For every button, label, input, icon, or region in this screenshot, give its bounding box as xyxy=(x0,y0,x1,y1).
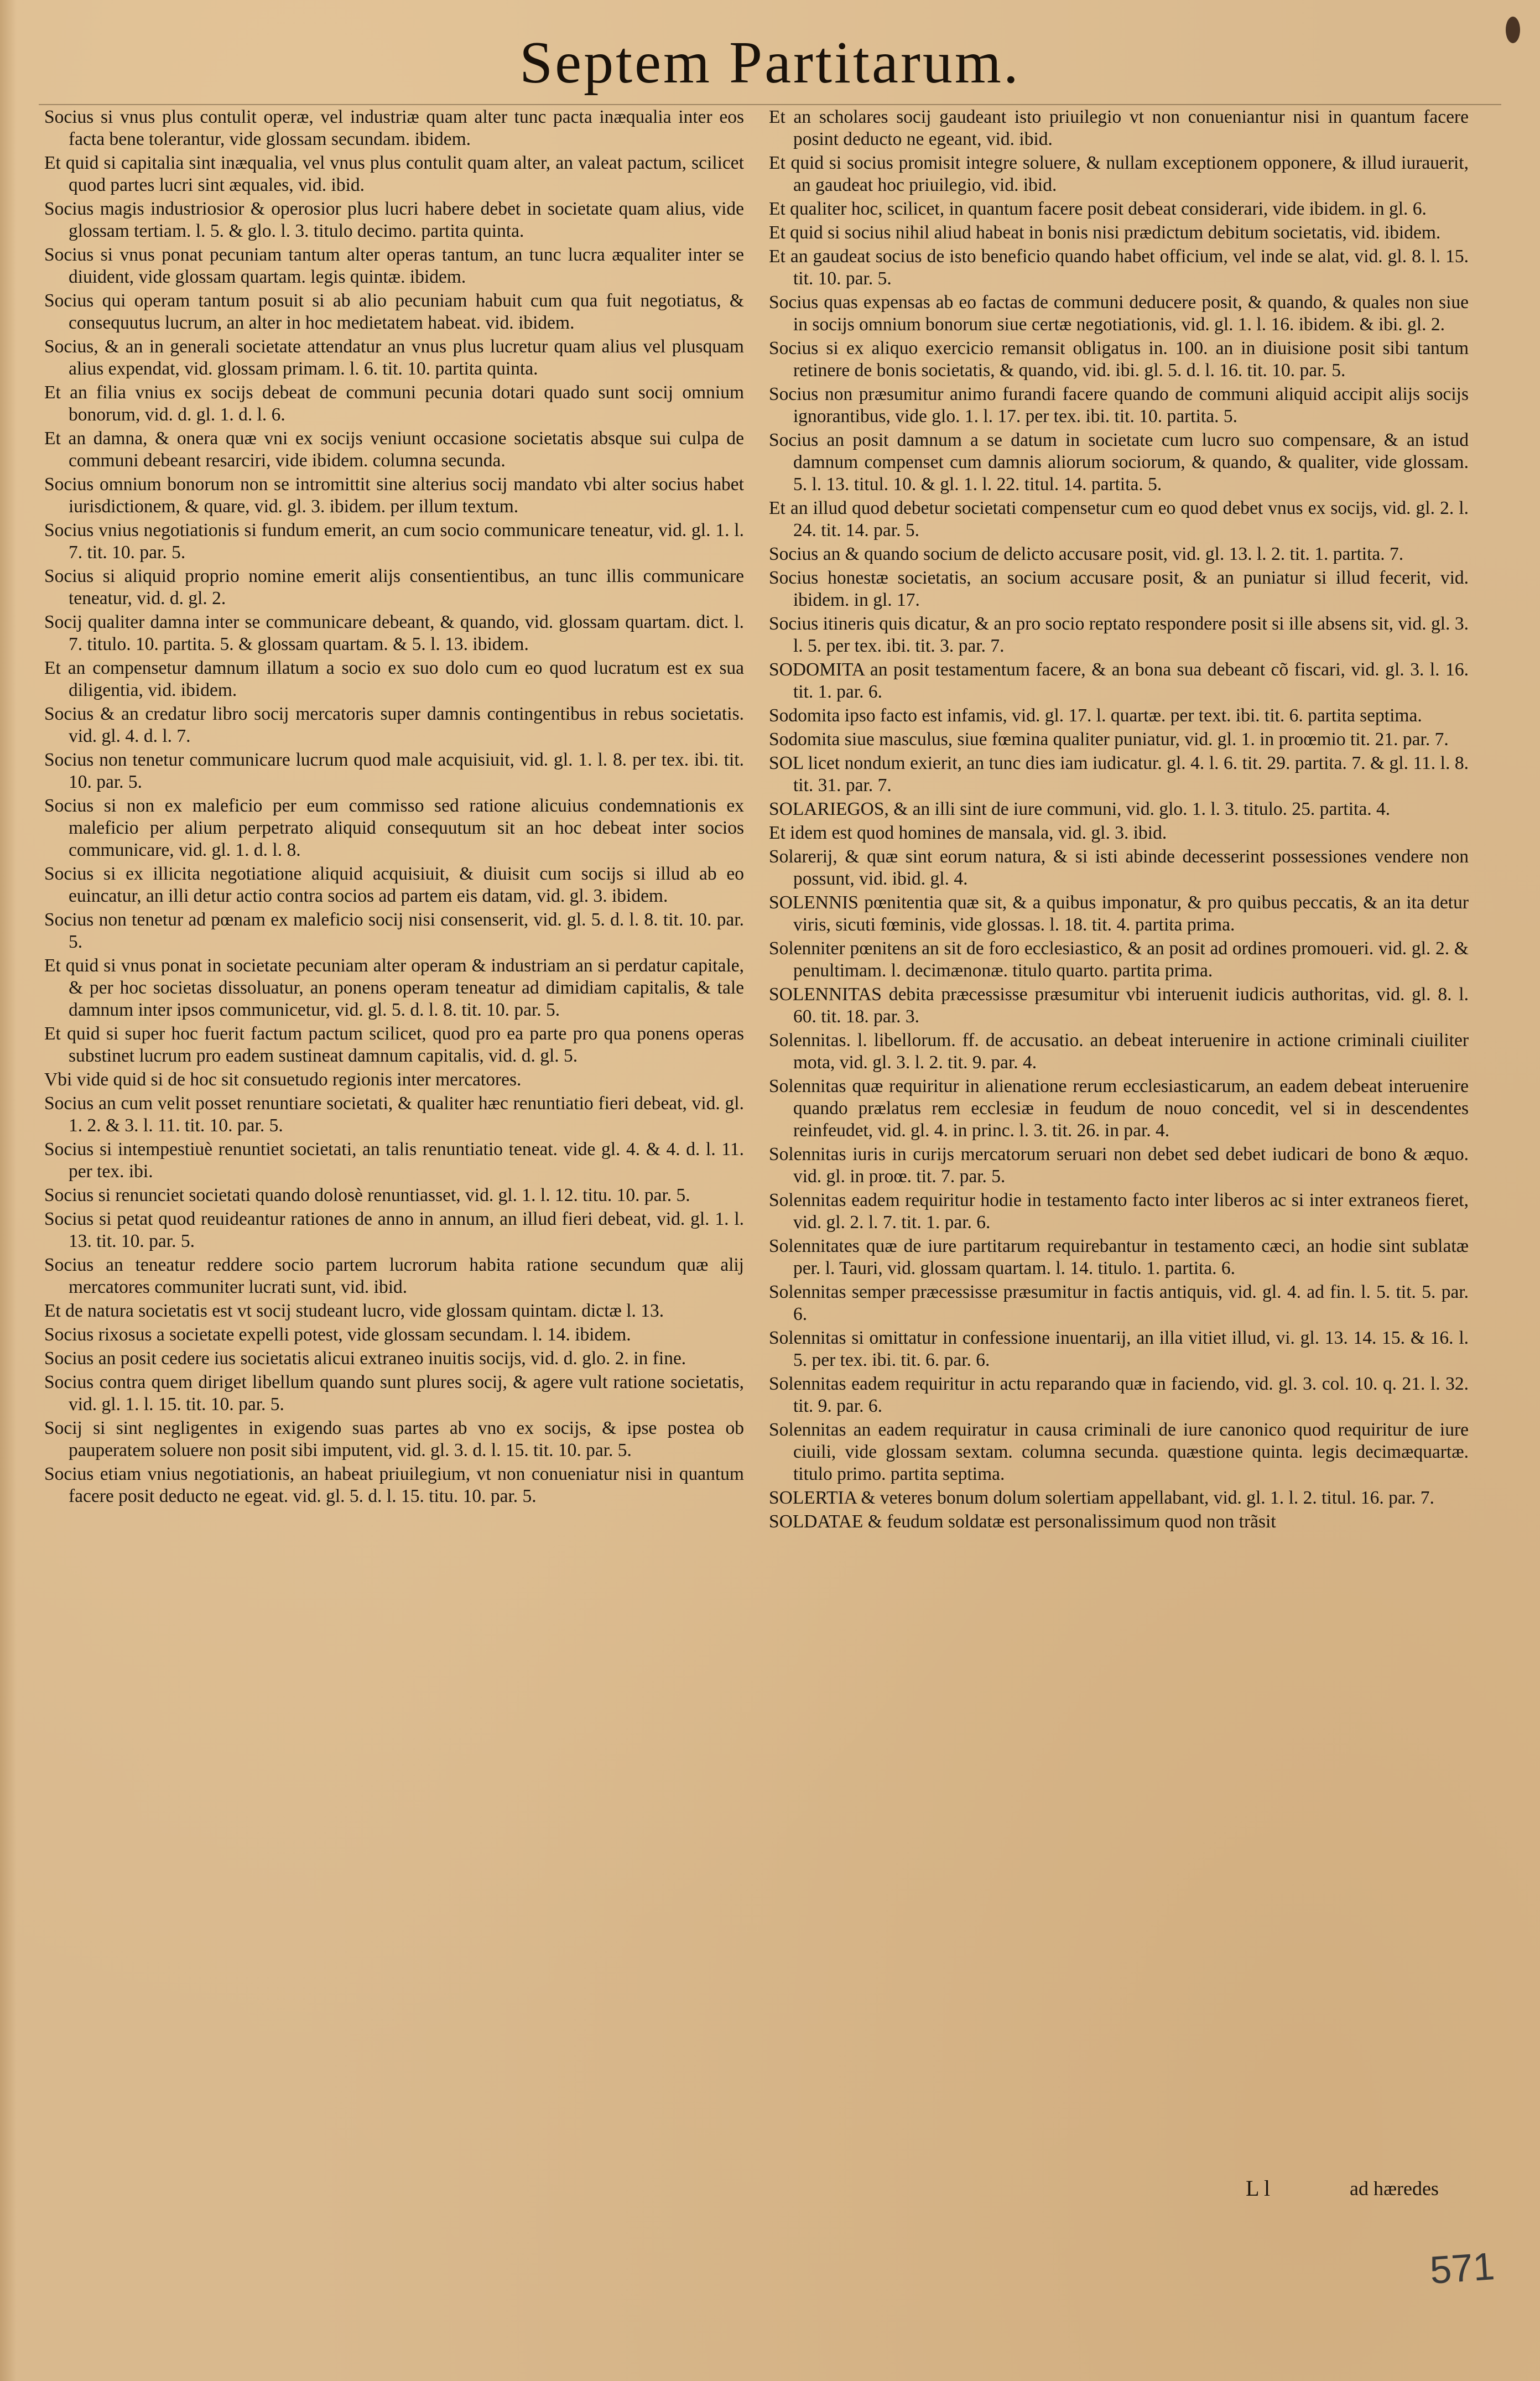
index-entry: Socius itineris quis dicatur, & an pro socio reptato respondere posit si ille absens sit, vid. gl. 3. l. 5. per tex. ibi. tit. 3. par. 7. xyxy=(769,614,1469,656)
folio-number: 571 xyxy=(1428,2244,1496,2292)
index-entry: Socius an cum velit posset renuntiare societati, & qualiter hæc renuntiatio fieri debeat, vid. gl. 1. 2. & 3. l. 11. tit. 10. par. 5. xyxy=(44,1093,744,1136)
index-entry: Et an illud quod debetur societati compensetur cum eo quod debet vnus ex socijs, vid. gl. 2. l. 24. tit. 14. par. 5. xyxy=(769,498,1469,540)
index-entry: Et qualiter hoc, scilicet, in quantum facere posit debeat considerari, vide ibidem. in gl. 6. xyxy=(769,199,1427,219)
index-entry: Et quid si socius nihil aliud habeat in bonis nisi prædictum debitum societatis, vid. ibidem. xyxy=(769,222,1441,243)
catchword: ad hæredes xyxy=(1350,2177,1439,2200)
index-entry: Socius contra quem diriget libellum quando sunt plures socij, & agere vult ratione societatis, vid. gl. 1. l. 15. tit. 10. par. 5. xyxy=(44,1372,744,1415)
index-entry: Socius an posit damnum a se datum in societate cum lucro suo compensare, & an istud damnum compenset cum damnis aliorum sociorum, & quando, & qualiter, vide glossam. 5. l. 13. titul. 10. & gl. 1. l. 22. titul. 14. partita. 5. xyxy=(769,430,1469,495)
index-entry: Socius si ex illicita negotiatione aliquid acquisiuit, & diuisit cum socijs si illud ab eo euincatur, an illi detur actio contra socios ad partem eis datam, vid. gl. 3. ibidem. xyxy=(44,864,744,906)
index-entry: Socius si aliquid proprio nomine emerit alijs consentientibus, an tunc illis communicare teneatur, vid. d. gl. 2. xyxy=(44,566,744,609)
index-entry: Sodomita siue masculus, siue fœmina qualiter puniatur, vid. gl. 1. in proœmio tit. 21. par. 7. xyxy=(769,729,1449,750)
index-entry: Solennitas an eadem requiratur in causa criminali de iure canonico quod requiritur de iure ciuili, vide glossam sextam. columna secunda. quæstione quinta. legis decimæquartæ. titulo primo. partita septima. xyxy=(769,1420,1469,1484)
index-entry: Socius si vnus ponat pecuniam tantum alter operas tantum, an tunc lucra æqualiter inter se diuident, vide glossam quartam. legis quintæ. ibidem. xyxy=(44,245,744,287)
index-entry: Socius si intempestiuè renuntiet societati, an talis renuntiatio teneat. vide gl. 4. & 4. d. l. 11. per tex. ibi. xyxy=(44,1139,744,1182)
page-title: Septem Partitarum. xyxy=(519,30,1021,96)
index-entry: Socius an & quando socium de delicto accusare posit, vid. gl. 13. l. 2. tit. 1. partita. 7. xyxy=(769,544,1404,564)
index-entry: Socius qui operam tantum posuit si ab alio pecuniam habuit cum qua fuit negotiatus, & consequutus lucrum, an alter in hoc medietatem habeat. vid. ibidem. xyxy=(44,290,744,333)
index-entry: Et quid si vnus ponat in societate pecuniam alter operam & industriam an si perdatur capitale, & per hoc societas dissoluatur, an ponens operam teneatur ad dimidiam capitalis, & tale damnum inter ipsos communicetur, vid. gl. 5. d. l. 8. tit. 10. par. 5. xyxy=(44,955,744,1020)
index-entry: Socius si renunciet societati quando dolosè renuntiasset, vid. gl. 1. l. 12. titu. 10. par. 5. xyxy=(44,1185,690,1205)
index-entry: SOLERTIA & veteres bonum dolum solertiam appellabant, vid. gl. 1. l. 2. titul. 16. par. 7. xyxy=(769,1488,1434,1508)
index-entry: Socij si sint negligentes in exigendo suas partes ab vno ex socijs, & ipse postea ob pauperatem soluere non posit sibi imputent, vid. gl. 3. d. l. 15. tit. 10. par. 5. xyxy=(44,1418,744,1460)
index-entry: Et de natura societatis est vt socij studeant lucro, vide glossam quintam. dictæ l. 13. xyxy=(44,1301,664,1321)
index-entry: Socius rixosus a societate expelli potest, vide glossam secundam. l. 14. ibidem. xyxy=(44,1324,631,1345)
index-entry: Socius & an credatur libro socij mercatoris super damnis contingentibus in rebus societatis. vid. gl. 4. d. l. 7. xyxy=(44,704,744,746)
index-entry: Et an scholares socij gaudeant isto priuilegio vt non conueniantur nisi in quantum facere posint deducto ne egeant, vid. ibid. xyxy=(769,107,1469,149)
index-entry: SOLENNIS pœnitentia quæ sit, & a quibus imponatur, & pro quibus peccatis, & an ita detur viris, sicuti fœminis, vide glossas. l. 18. tit. 4. partita prima. xyxy=(769,892,1469,935)
index-entry: SODOMITA an posit testamentum facere, & an bona sua debeant cõ fiscari, vid. gl. 3. l. 16. tit. 1. par. 6. xyxy=(769,659,1469,702)
index-entry: Socius si petat quod reuideantur rationes de anno in annum, an illud fieri debeat, vid. gl. 1. l. 13. tit. 10. par. 5. xyxy=(44,1209,744,1251)
index-entry: Socius vnius negotiationis si fundum emerit, an cum socio communicare teneatur, vid. gl. 1. l. 7. tit. 10. par. 5. xyxy=(44,520,744,563)
index-entry: Solennitas semper præcessisse præsumitur in factis antiquis, vid. gl. 4. ad fin. l. 5. tit. 5. par. 6. xyxy=(769,1282,1469,1324)
index-entry: Socij qualiter damna inter se communicare debeant, & quando, vid. glossam quartam. dict. l. 7. titulo. 10. partita. 5. & glossam quartam. & 5. l. 13. ibidem. xyxy=(44,612,744,654)
index-entry: Socius non tenetur ad pœnam ex maleficio socij nisi consenserit, vid. gl. 5. d. l. 8. tit. 10. par. 5. xyxy=(44,909,744,952)
index-entry: Solennitas si omittatur in confessione inuentarij, an illa vitiet illud, vi. gl. 13. 14. 15. & 16. l. 5. per tex. ibi. tit. 6. par. 6. xyxy=(769,1328,1469,1370)
index-entry: Solennitas. l. libellorum. ff. de accusatio. an debeat interuenire in actione criminali ciuiliter mota, vid. gl. 3. l. 2. tit. 9. par. 4. xyxy=(769,1030,1469,1073)
index-entry: Et an gaudeat socius de isto beneficio quando habet officium, vel inde se alat, vid. gl. 8. l. 15. tit. 10. par. 5. xyxy=(769,246,1469,289)
index-entry: Socius si vnus plus contulit operæ, vel industriæ quam alter tunc pacta inæqualia inter eos facta bene tolerantur, vide glossam secundam. ibidem. xyxy=(44,107,744,149)
signature-mark: L l xyxy=(1246,2176,1271,2201)
index-entry: Et quid si super hoc fuerit factum pactum scilicet, quod pro ea parte pro qua ponens operas substinet lucrum pro eadem sustineat damnum capitalis, vid. d. gl. 5. xyxy=(44,1023,744,1066)
index-entry: Vbi vide quid si de hoc sit consuetudo regionis inter mercatores. xyxy=(44,1069,522,1090)
title-rule xyxy=(39,104,1501,105)
index-entry: Socius honestæ societatis, an socium accusare posit, & an puniatur si illud fecerit, vid. ibidem. in gl. 17. xyxy=(769,568,1469,610)
index-entry: Socius si ex aliquo exercicio remansit obligatus in. 100. an in diuisione posit sibi tantum retinere de bonis societatis, & quando, vid. ibi. gl. 5. d. l. 16. tit. 10. par. 5. xyxy=(769,338,1469,381)
index-entry: Solennitas eadem requiritur in actu reparando quæ in faciendo, vid. gl. 3. col. 10. q. 21. l. 32. tit. 9. par. 6. xyxy=(769,1374,1469,1416)
index-entry: Socius non præsumitur animo furandi facere quando de communi aliquid accipit alijs socijs ignorantibus, vide glo. 1. l. 17. per tex. ibi. tit. 10. partita. 5. xyxy=(769,384,1469,427)
index-entry: Sodomita ipso facto est infamis, vid. gl. 17. l. quartæ. per text. ibi. tit. 6. partita septima. xyxy=(769,705,1422,726)
index-entry: Solennitates quæ de iure partitarum requirebantur in testamento cæci, an hodie sint sublatæ per. l. Tauri, vid. glossam quartam. l. 14. titulo. 1. partita. 6. xyxy=(769,1236,1469,1278)
index-entry: Solennitas iuris in curijs mercatorum seruari non debet sed debet iudicari de bono & æquo. vid. gl. in proœ. tit. 7. par. 5. xyxy=(769,1144,1469,1187)
index-entry: SOLARIEGOS, & an illi sint de iure communi, vid. glo. 1. l. 3. titulo. 25. partita. 4. xyxy=(769,799,1391,819)
index-entry: Et an compensetur damnum illatum a socio ex suo dolo cum eo quod lucratum est ex sua diligentia, vid. ibidem. xyxy=(44,658,744,700)
index-entry: Socius an posit cedere ius societatis alicui extraneo inuitis socijs, vid. d. glo. 2. in fine. xyxy=(44,1348,686,1369)
index-entry: Et idem est quod homines de mansala, vid. gl. 3. ibid. xyxy=(769,823,1167,843)
index-entry: SOLDATAE & feudum soldatæ est personalissimum quod non trãsit xyxy=(769,1511,1276,1532)
index-entry: Socius magis industriosior & operosior plus lucri habere debet in societate quam alius, vide glossam tertiam. l. 5. & glo. l. 3. titulo decimo. partita quinta. xyxy=(44,199,744,241)
index-entry: Solarerij, & quæ sint eorum natura, & si isti abinde decesserint possessiones vendere non possunt, vid. ibid. gl. 4. xyxy=(769,846,1469,889)
index-entry: Socius omnium bonorum non se intromittit sine alterius socij mandato vbi alter socius habet iurisdictionem, & quare, vid. gl. 3. ibidem. per illum textum. xyxy=(44,474,744,517)
index-entry: Et an damna, & onera quæ vni ex socijs veniunt occasione societatis absque sui culpa de communi debeant resarciri, vide ibidem. columna secunda. xyxy=(44,428,744,471)
index-entry: Et quid si capitalia sint inæqualia, vel vnus plus contulit quam alter, an valeat pactum, scilicet quod partes lucri sint æquales, vid. ibid. xyxy=(44,153,744,195)
left-column xyxy=(44,106,744,2184)
index-entry: Et an filia vnius ex socijs debeat de communi pecunia dotari quado sunt socij omnium bonorum, vid. d. gl. 1. d. l. 6. xyxy=(44,382,744,425)
index-entry: Socius etiam vnius negotiationis, an habeat priuilegium, vt non conueniatur nisi in quantum facere posit deducto ne egeat. vid. gl. 5. d. l. 15. titu. 10. par. 5. xyxy=(44,1464,744,1506)
right-column xyxy=(769,106,1469,2184)
index-entry: Socius, & an in generali societate attendatur an vnus plus lucretur quam alius vel plusquam alius expendat, vid. glossam primam. l. 6. tit. 10. partita quinta. xyxy=(44,336,744,379)
index-entry: SOL licet nondum exierit, an tunc dies iam iudicatur. gl. 4. l. 6. tit. 29. partita. 7. & gl. 11. l. 8. tit. 31. par. 7. xyxy=(769,753,1469,796)
index-entry: Socius si non ex maleficio per eum commisso sed ratione alicuius condemnationis ex maleficio per alium perpetrato aliquid consequutum sit an hoc debeat inter socios communicare, vid. gl. 1. d. l. 8. xyxy=(44,796,744,860)
index-entry: Solennitas quæ requiritur in alienatione rerum ecclesiasticarum, an eadem debeat interuenire quando prælatus rem ecclesiæ in feudum de nouo concedit, vel si in descendentes reinfeudet, vid. gl. 4. in princ. l. 3. tit. 26. in par. 4. xyxy=(769,1076,1469,1141)
index-entry: Socius an teneatur reddere socio partem lucrorum habita ratione secundum quæ alij mercatores communiter lucrati sunt, vid. ibid. xyxy=(44,1255,744,1297)
index-entry: Et quid si socius promisit integre soluere, & nullam exceptionem opponere, & illud iurauerit, an gaudeat hoc priuilegio, vid. ibid. xyxy=(769,153,1469,195)
page-edge-shadow xyxy=(0,0,17,2381)
index-entry: Solenniter pœnitens an sit de foro ecclesiastico, & an posit ad ordines promoueri. vid. gl. 2. & penultimam. l. decimænonæ. titulo quarto. partita prima. xyxy=(769,938,1469,981)
index-entry: SOLENNITAS debita præcessisse præsumitur vbi interuenit iudicis authoritas, vid. gl. 8. l. 60. tit. 18. par. 3. xyxy=(769,984,1469,1027)
index-entry: Solennitas eadem requiritur hodie in testamento facto inter liberos ac si inter extraneos fieret, vid. gl. 2. l. 7. tit. 1. par. 6. xyxy=(769,1190,1469,1233)
index-entry: Socius quas expensas ab eo factas de communi deducere posit, & quando, & quales non siue in socijs omnium bonorum siue certæ negotiationis, vid. gl. 1. l. 16. ibidem. & ibi. gl. 2. xyxy=(769,292,1469,335)
index-entry: Socius non tenetur communicare lucrum quod male acquisiuit, vid. gl. 1. l. 8. per tex. ibi. tit. 10. par. 5. xyxy=(44,750,744,792)
